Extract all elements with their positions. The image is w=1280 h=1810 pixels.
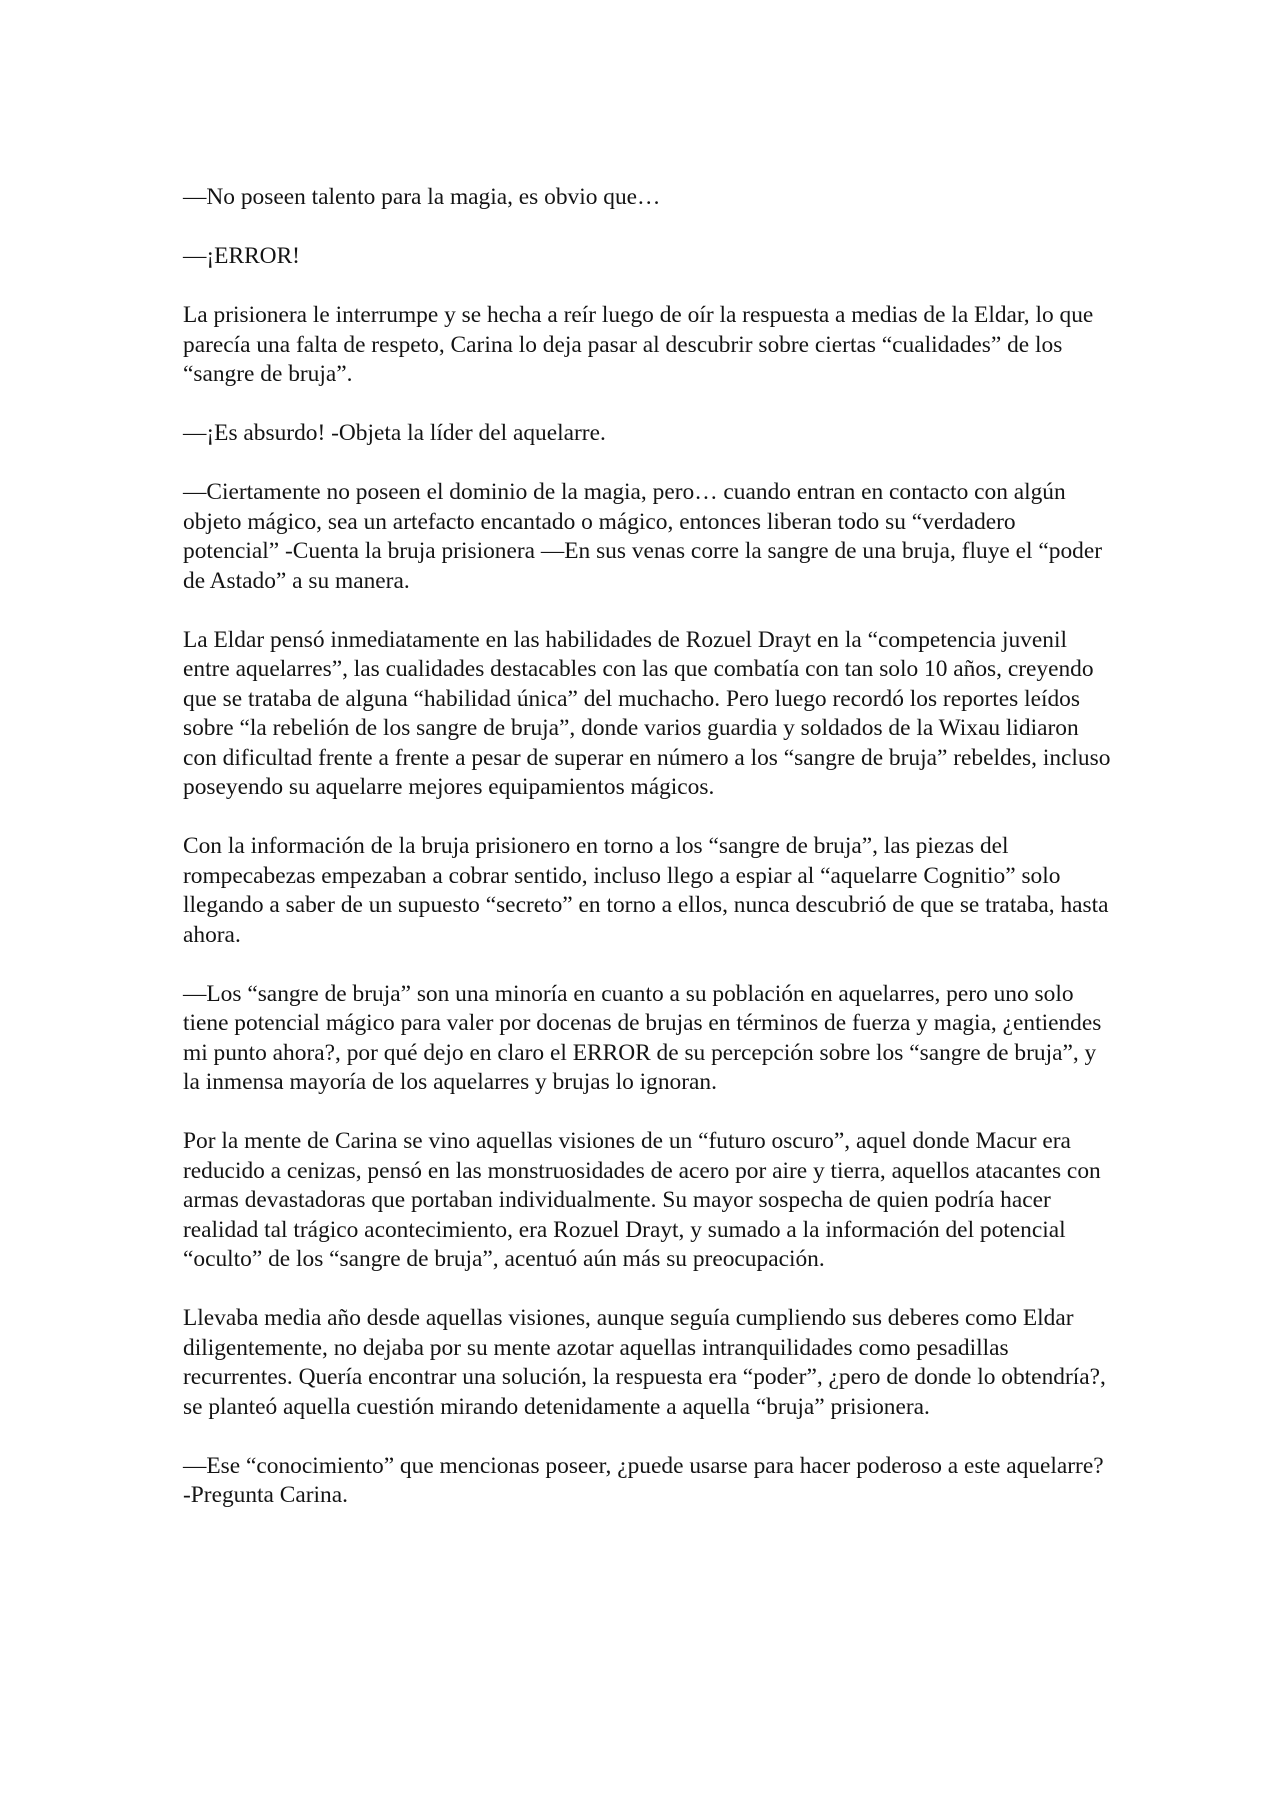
narrative-paragraph: Con la información de la bruja prisionero en torno a los “sangre de bruja”, las piezas del rompecabezas empezaban a cobrar sentido, incluso llego a espiar al “aquelarre Cognitio” solo llegando a saber de un supuesto “secreto” en torno a ellos, nunca descubrió de que se trataba, hasta ahora. xyxy=(183,833,1109,948)
narrative-paragraph: La prisionera le interrumpe y se hecha a reír luego de oír la respuesta a medias de la Eldar, lo que parecía una falta de respeto, Carina lo deja pasar al descubrir sobre ciertas “cualidades” de los “sangre de bruja”. xyxy=(183,302,1094,387)
dialogue-paragraph: —Los “sangre de bruja” son una minoría en cuanto a su población en aquelarres, pero uno solo tiene potencial mágico para valer por docenas de brujas en términos de fuerza y magia, ¿entiendes mi punto ahora?, por qué dejo en claro el ERROR de su percepción sobre los “sangre de bruja”, y la inmensa mayoría de los aquelarres y brujas lo ignoran. xyxy=(183,980,1102,1095)
narrative-paragraph: Llevaba media año desde aquellas visiones, aunque seguía cumpliendo sus deberes como Eldar diligentemente, no dejaba por su mente azotar aquellas intranquilidades como pesadillas recurrentes. Quería encontrar una solución, la respuesta era “poder”, ¿pero de donde lo obtendría?, se planteó aquella cuestión mirando detenidamente a aquella “bruja” prisionera. xyxy=(183,1305,1106,1420)
document-body xyxy=(183,183,1113,1540)
dialogue-paragraph: —Ese “conocimiento” que mencionas poseer, ¿puede usarse para hacer poderoso a este aquelarre? -Pregunta Carina. xyxy=(183,1452,1104,1508)
dialogue-paragraph: —No poseen talento para la magia, es obvio que… xyxy=(183,184,661,210)
dialogue-paragraph: —¡ERROR! xyxy=(183,243,300,269)
dialogue-paragraph: —Ciertamente no poseen el dominio de la magia, pero… cuando entran en contacto con algún objeto mágico, sea un artefacto encantado o mágico, entonces liberan todo su “verdadero potencial” -Cuenta la bruja prisionera —En sus venas corre la sangre de una bruja, fluye el “poder de Astado” a su manera. xyxy=(183,479,1103,594)
narrative-paragraph: Por la mente de Carina se vino aquellas visiones de un “futuro oscuro”, aquel donde Macur era reducido a cenizas, pensó en las monstruosidades de acero por aire y tierra, aquellos atacantes con armas devastadoras que portaban individualmente. Su mayor sospecha de quien podría hacer realidad tal trágico acontecimiento, era Rozuel Drayt, y sumado a la información del potencial “oculto” de los “sangre de bruja”, acentuó aún más su preocupación. xyxy=(183,1128,1101,1272)
narrative-paragraph: La Eldar pensó inmediatamente en las habilidades de Rozuel Drayt en la “competencia juvenil entre aquelarres”, las cualidades destacables con las que combatía con tan solo 10 años, creyendo que se trataba de alguna “habilidad única” del muchacho. Pero luego recordó los reportes leídos sobre “la rebelión de los sangre de bruja”, donde varios guardia y soldados de la Wixau lidiaron con dificultad frente a frente a pesar de superar en número a los “sangre de bruja” rebeldes, incluso poseyendo su aquelarre mejores equipamientos mágicos. xyxy=(183,626,1111,800)
dialogue-paragraph: —¡Es absurdo! -Objeta la líder del aquelarre. xyxy=(183,420,606,446)
